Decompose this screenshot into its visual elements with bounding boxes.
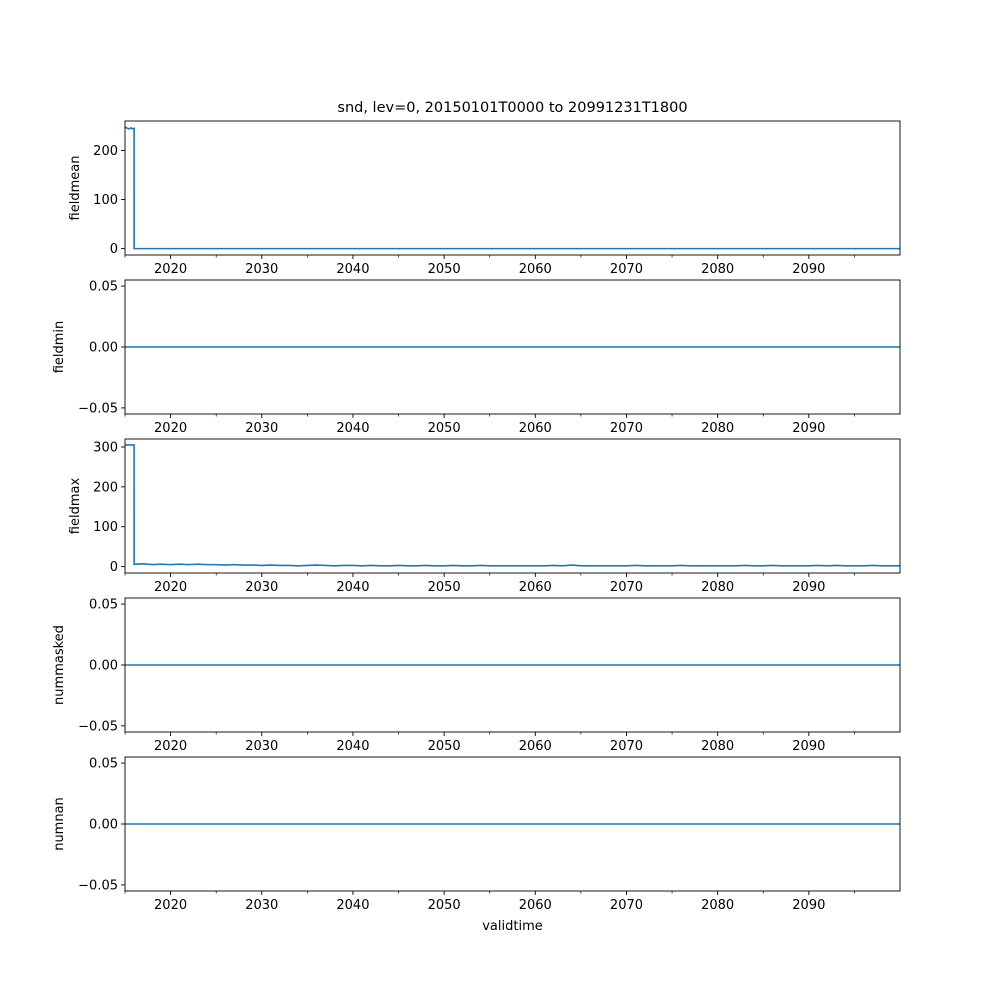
nummasked-xtick-label: 2020 bbox=[154, 739, 188, 754]
fieldmax-xtick-label: 2030 bbox=[245, 580, 279, 595]
numnan-axis-label: numnan bbox=[52, 797, 67, 851]
fieldmax-xtick-label: 2080 bbox=[701, 580, 735, 595]
nummasked-xtick-label: 2060 bbox=[518, 739, 552, 754]
fieldmean-axis-label: fieldmean bbox=[68, 155, 83, 221]
numnan-xtick-label: 2080 bbox=[701, 898, 735, 913]
fieldmax-xtick-label: 2020 bbox=[154, 580, 188, 595]
fieldmean-xtick-label: 2020 bbox=[154, 262, 188, 277]
numnan-xtick-label: 2040 bbox=[336, 898, 370, 913]
nummasked-ytick-label: 0.05 bbox=[89, 597, 118, 613]
fieldmean-xtick-label: 2070 bbox=[609, 262, 644, 277]
fieldmax-xtick-label: 2060 bbox=[518, 580, 552, 595]
nummasked-xtick-label: 2030 bbox=[245, 739, 279, 754]
fieldmax-ytick-label: 0 bbox=[109, 560, 118, 576]
fieldmax-xtick-label: 2070 bbox=[609, 580, 644, 595]
chart-title: snd, lev=0, 20150101T0000 to 20991231T1800 bbox=[337, 100, 688, 116]
x-axis-label: validtime bbox=[482, 919, 543, 934]
fieldmin-xtick-label: 2090 bbox=[792, 421, 826, 436]
numnan-ytick-label: 0.05 bbox=[89, 756, 118, 772]
nummasked-ytick-label: 0.00 bbox=[89, 658, 118, 674]
fieldmax-xtick-label: 2090 bbox=[792, 580, 826, 595]
fieldmax-xtick-label: 2050 bbox=[427, 580, 461, 595]
fieldmin-xtick-label: 2070 bbox=[609, 421, 644, 436]
nummasked-xtick-label: 2080 bbox=[701, 739, 735, 754]
numnan-xtick-label: 2020 bbox=[154, 898, 188, 913]
numnan-xtick-label: 2090 bbox=[792, 898, 826, 913]
numnan-xtick-label: 2070 bbox=[609, 898, 644, 913]
numnan-xtick-label: 2050 bbox=[427, 898, 461, 913]
fieldmin-xtick-label: 2020 bbox=[154, 421, 188, 436]
nummasked-ytick-label: −0.05 bbox=[78, 719, 118, 735]
fieldmin-axis-label: fieldmin bbox=[52, 320, 67, 374]
nummasked-xtick-label: 2090 bbox=[792, 739, 826, 754]
fieldmax-ytick-label: 200 bbox=[93, 480, 118, 496]
fieldmean-xtick-label: 2050 bbox=[427, 262, 461, 277]
fieldmin-ytick-label: 0.00 bbox=[89, 340, 118, 356]
nummasked-xtick-label: 2040 bbox=[336, 739, 370, 754]
nummasked-xtick-label: 2070 bbox=[609, 739, 644, 754]
fieldmax-ytick-label: 100 bbox=[93, 520, 118, 536]
fieldmin-ytick-label: 0.05 bbox=[89, 279, 118, 295]
fieldmin-xtick-label: 2050 bbox=[427, 421, 461, 436]
fieldmax-ytick-label: 300 bbox=[93, 440, 118, 456]
fieldmax-axis-label: fieldmax bbox=[68, 477, 83, 535]
fieldmin-xtick-label: 2030 bbox=[245, 421, 279, 436]
fieldmin-xtick-label: 2060 bbox=[518, 421, 552, 436]
nummasked-axis-label: nummasked bbox=[52, 625, 67, 705]
fieldmin-xtick-label: 2080 bbox=[701, 421, 735, 436]
numnan-xtick-label: 2060 bbox=[518, 898, 552, 913]
fieldmin-ytick-label: −0.05 bbox=[78, 401, 118, 417]
fieldmax-xtick-label: 2040 bbox=[336, 580, 370, 595]
fieldmean-xtick-label: 2030 bbox=[245, 262, 279, 277]
numnan-ytick-label: −0.05 bbox=[78, 878, 118, 894]
numnan-xtick-label: 2030 bbox=[245, 898, 279, 913]
fieldmean-ytick-label: 0 bbox=[109, 242, 118, 258]
nummasked-xtick-label: 2050 bbox=[427, 739, 461, 754]
fieldmean-xtick-label: 2040 bbox=[336, 262, 370, 277]
numnan-ytick-label: 0.00 bbox=[89, 817, 118, 833]
fieldmean-xtick-label: 2080 bbox=[701, 262, 735, 277]
fieldmin-xtick-label: 2040 bbox=[336, 421, 370, 436]
fieldmean-xtick-label: 2060 bbox=[518, 262, 552, 277]
fieldmean-xtick-label: 2090 bbox=[792, 262, 826, 277]
fieldmean-ytick-label: 100 bbox=[93, 193, 118, 209]
fieldmean-ytick-label: 200 bbox=[93, 143, 118, 159]
